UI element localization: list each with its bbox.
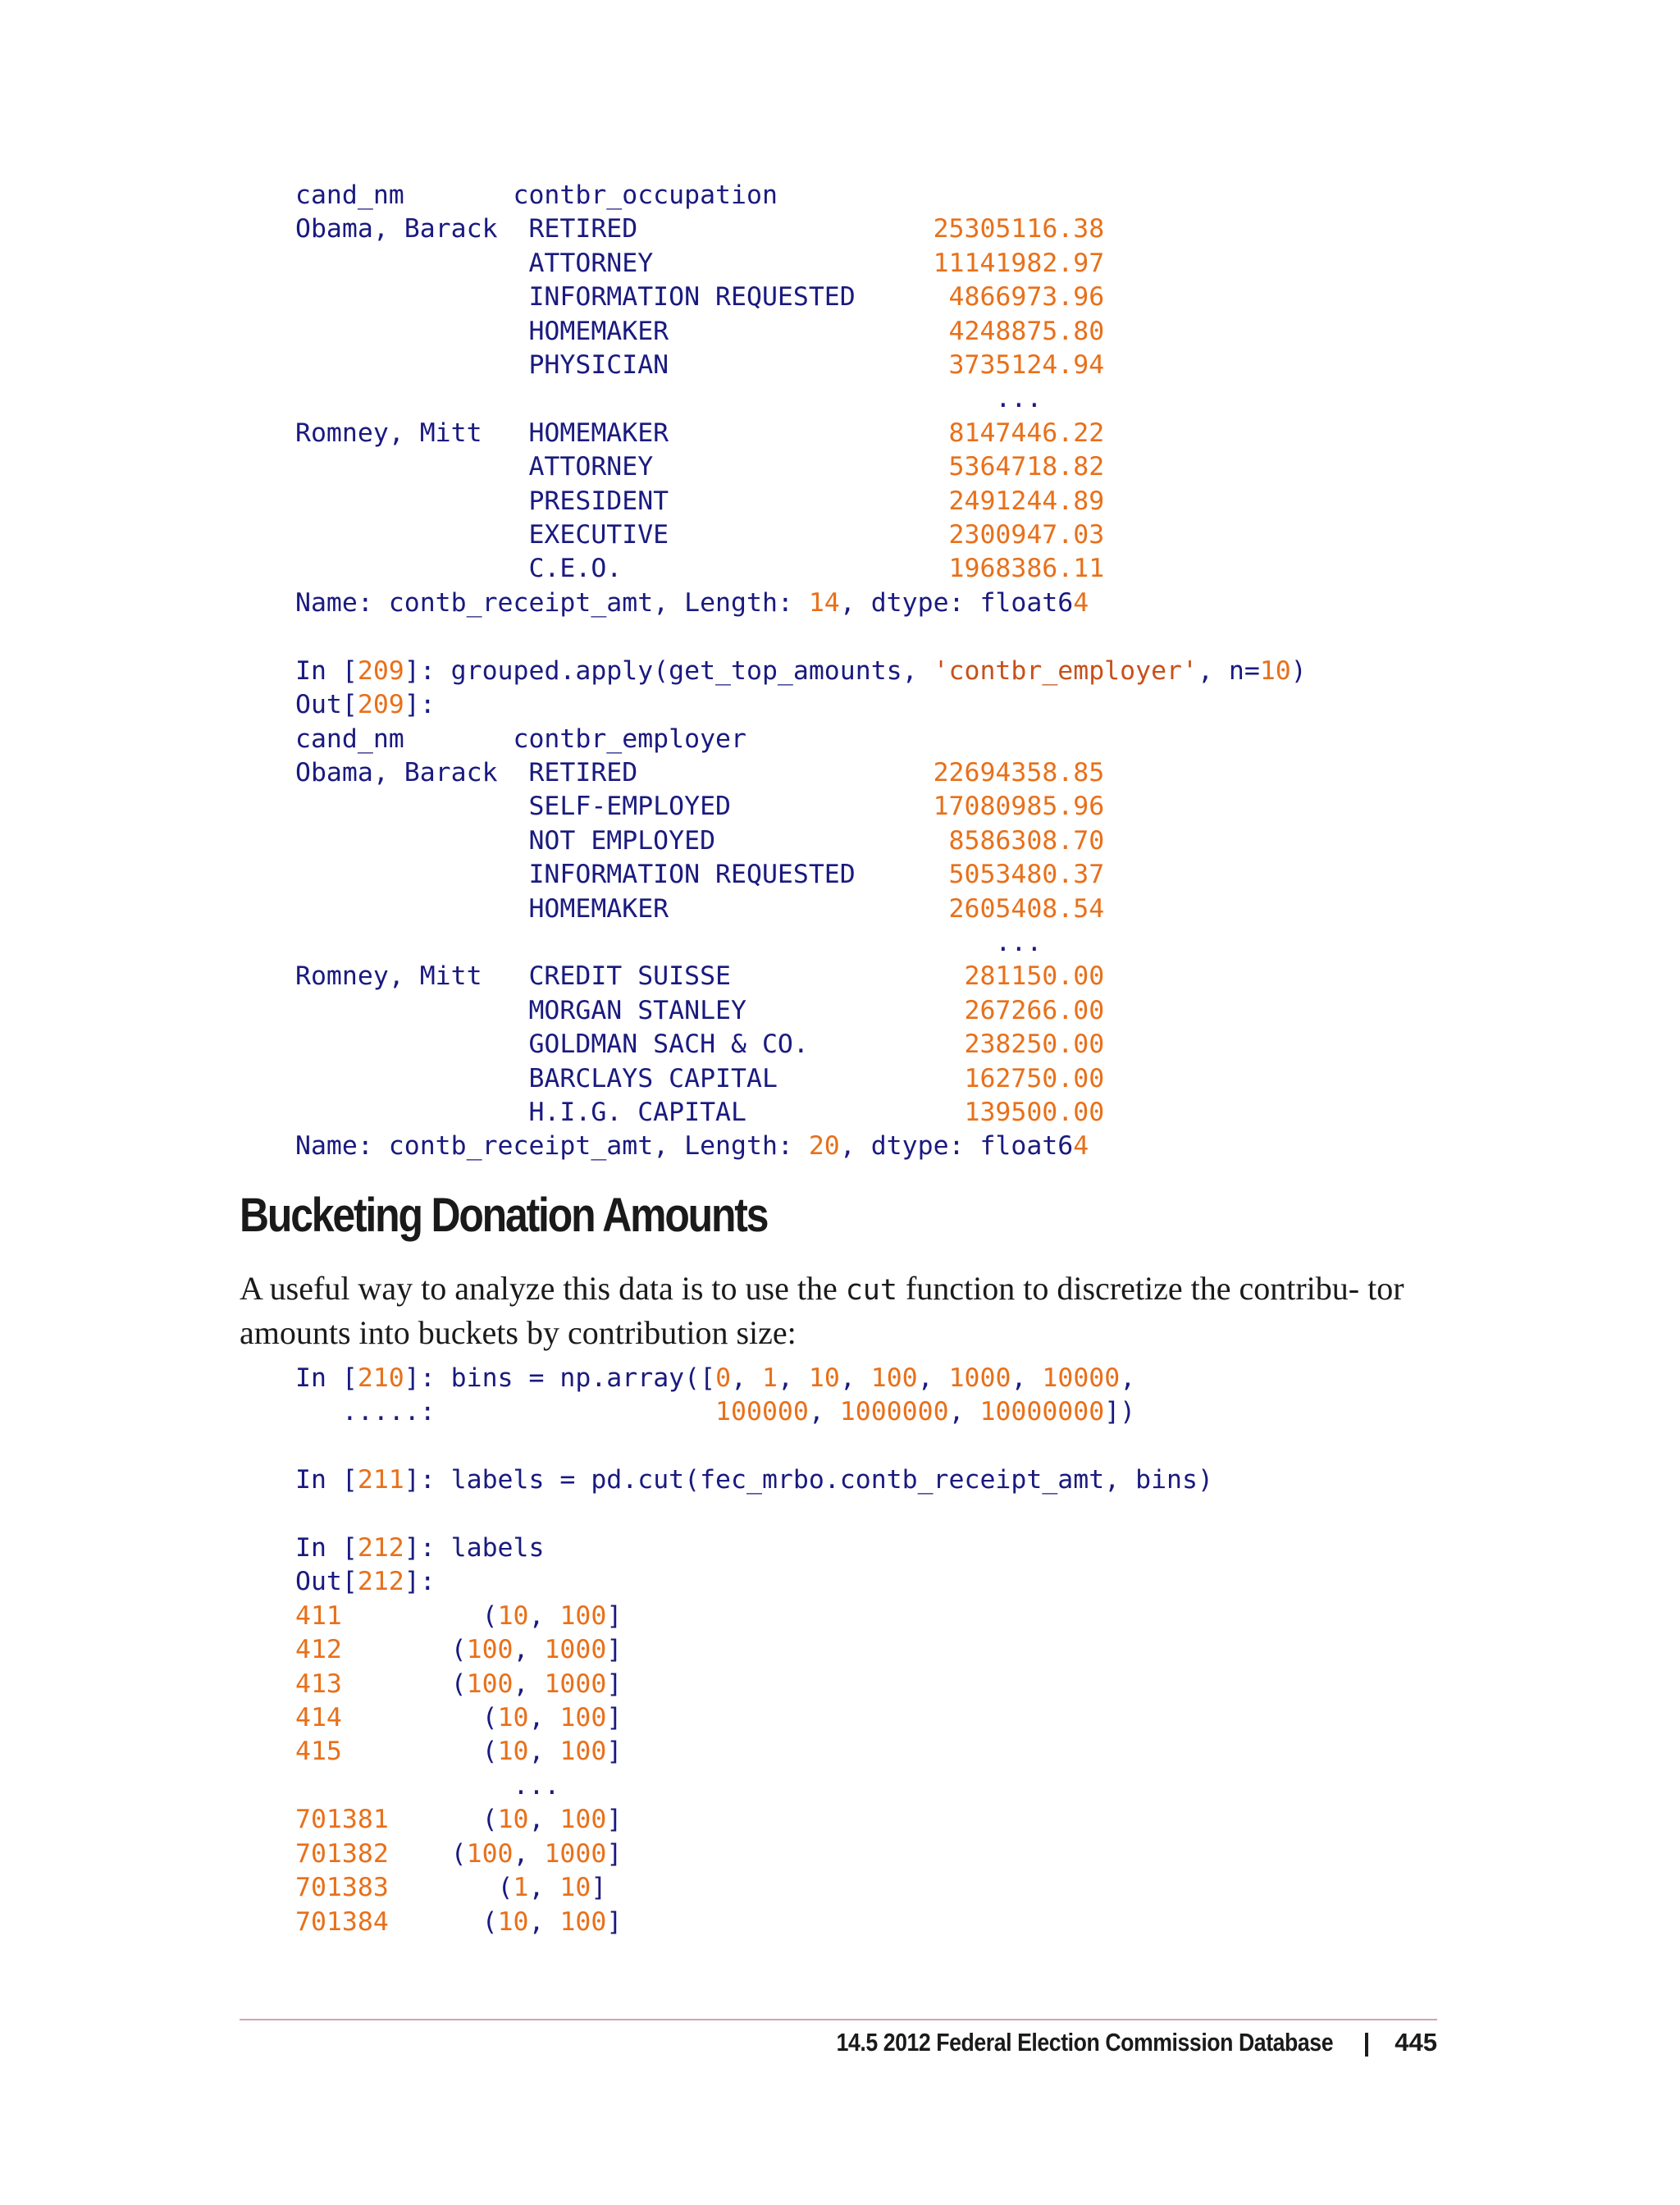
code-line: 701383 (1, 10]: [295, 1873, 607, 1903]
code-line: In [212]: labels: [295, 1533, 545, 1564]
code-line: In [211]: labels = pd.cut(fec_mrbo.contb_receipt_amt, bins): [295, 1465, 1213, 1495]
output-line: Out[209]:: [295, 690, 436, 720]
code-line: .....: 100000, 1000000, 10000000]): [295, 1397, 1136, 1427]
output-line: Obama, Barack RETIRED 25305116.38: [295, 214, 1105, 244]
output-line: Name: contb_receipt_amt, Length: 14, dtype: float64: [295, 587, 1089, 618]
output-line: SELF-EMPLOYED 17080985.96: [295, 792, 1105, 822]
code-line: ...: [295, 1770, 560, 1801]
code-line: 414 (10, 100]: [295, 1703, 623, 1733]
section-heading: Bucketing Donation Amounts: [240, 1189, 768, 1242]
paragraph-text-before: A useful way to analyze this data is to use the: [240, 1270, 846, 1307]
code-line: 412 (100, 1000]: [295, 1635, 623, 1665]
output-line: Romney, Mitt CREDIT SUISSE 281150.00: [295, 961, 1105, 992]
output-line: cand_nm contbr_employer: [295, 724, 746, 754]
footer-section-title: 14.5 2012 Federal Election Commission Database: [837, 2028, 1334, 2057]
output-line: INFORMATION REQUESTED 4866973.96: [295, 282, 1105, 313]
code-line: 415 (10, 100]: [295, 1737, 623, 1767]
output-line: Obama, Barack RETIRED 22694358.85: [295, 757, 1105, 788]
footer-rule: [240, 2019, 1437, 2020]
output-line: H.I.G. CAPITAL 139500.00: [295, 1097, 1105, 1127]
output-line: In [209]: grouped.apply(get_top_amounts, 'contbr_employer', n=10): [295, 655, 1307, 686]
output-line: HOMEMAKER 4248875.80: [295, 316, 1105, 346]
body-paragraph: [240, 1267, 1437, 1354]
code-line: 701384 (10, 100]: [295, 1906, 623, 1937]
paragraph-text-after: function to discretize the contribu- tor amounts into buckets by contribution size:: [240, 1270, 1404, 1351]
code-output-block-top: [295, 179, 1307, 1164]
footer-separator: |: [1363, 2028, 1371, 2057]
output-line: C.E.O. 1968386.11: [295, 554, 1105, 584]
code-line: Out[212]:: [295, 1567, 436, 1597]
output-line: BARCLAYS CAPITAL 162750.00: [295, 1063, 1105, 1093]
code-line: In [210]: bins = np.array([0, 1, 10, 100, 1000, 10000,: [295, 1363, 1136, 1393]
output-line: HOMEMAKER 2605408.54: [295, 893, 1105, 924]
output-line: GOLDMAN SACH & CO. 238250.00: [295, 1029, 1105, 1060]
output-line: Name: contb_receipt_amt, Length: 20, dtype: float64: [295, 1131, 1089, 1162]
code-block-bottom: [295, 1362, 1213, 1939]
output-line: ATTORNEY 5364718.82: [295, 452, 1105, 482]
output-line: INFORMATION REQUESTED 5053480.37: [295, 860, 1105, 890]
output-line: NOT EMPLOYED 8586308.70: [295, 825, 1105, 856]
output-line: ...: [295, 384, 1043, 414]
page-number: 445: [1395, 2028, 1437, 2057]
inline-code-cut: cut: [845, 1274, 897, 1307]
output-line: EXECUTIVE 2300947.03: [295, 520, 1105, 550]
code-line: 701382 (100, 1000]: [295, 1838, 623, 1869]
output-line: MORGAN STANLEY 267266.00: [295, 995, 1105, 1025]
output-line: cand_nm contbr_occupation: [295, 180, 778, 210]
output-line: PRESIDENT 2491244.89: [295, 486, 1105, 516]
page-footer: [756, 2028, 1437, 2057]
code-line: 411 (10, 100]: [295, 1600, 623, 1631]
output-line: ATTORNEY 11141982.97: [295, 248, 1105, 278]
output-line: PHYSICIAN 3735124.94: [295, 350, 1105, 381]
output-line: ...: [295, 927, 1043, 957]
code-line: 413 (100, 1000]: [295, 1669, 623, 1699]
output-line: Romney, Mitt HOMEMAKER 8147446.22: [295, 418, 1105, 448]
code-line: 701381 (10, 100]: [295, 1805, 623, 1835]
